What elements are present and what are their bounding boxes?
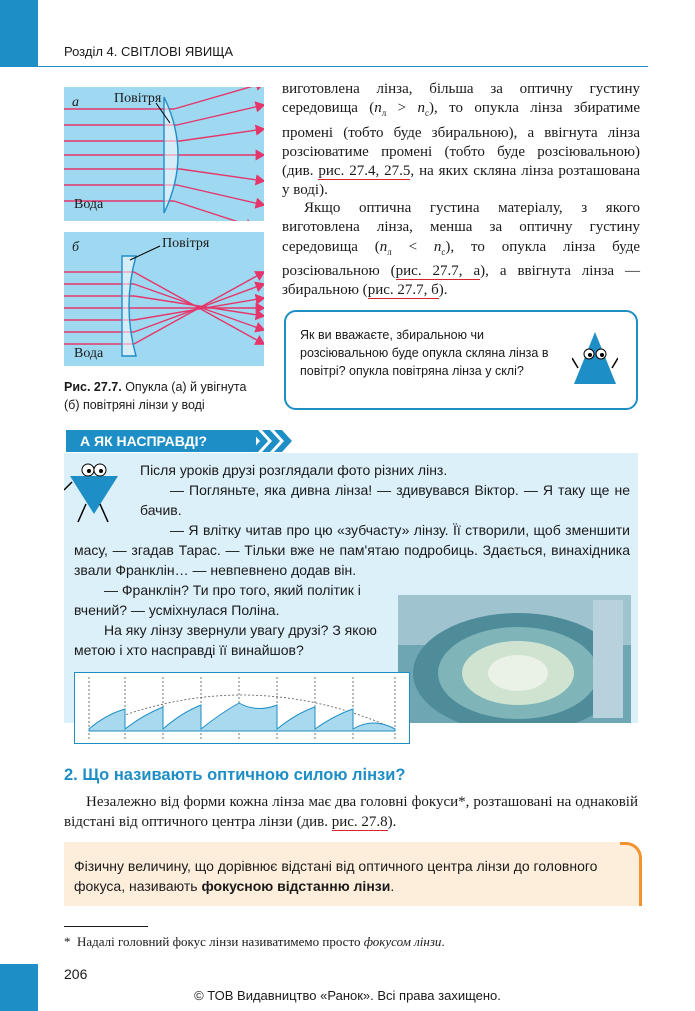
copyright-notice: © ТОВ Видавництво «Ранок». Всі права захищено. (194, 988, 501, 1003)
story-line-5: На яку лінзу звернули увагу друзі? З якою метою і хто насправді її винайшов? (74, 622, 377, 658)
fresnel-lens-diagram (74, 672, 410, 744)
figure-letter-b: б (72, 240, 80, 255)
water-label-b: Вода (74, 346, 104, 361)
header-divider (38, 66, 648, 67)
definition-text: Фізичну величину, що дорівнює відстані від оптичного центра лінзи до головного фокуса, називають фокусною відстанню лінзи. (74, 858, 598, 894)
air-label-a: Повітря (114, 91, 162, 106)
footnote: * Надалі головний фокус лінзи називатимемо просто фокусом лінзи. (64, 934, 445, 949)
chapter-header: Розділ 4. СВІТЛОВІ ЯВИЩА (64, 44, 234, 59)
story-line-4: — Франклін? Ти про того, який політик і вчений? — усміхнулася Поліна. (74, 582, 361, 618)
page-number: 206 (64, 966, 88, 982)
question-text: Як ви вважаєте, збиральною чи розсіювальною буде опукла скляна лінза в повітрі? опукла повітряна лінза у склі? (300, 328, 549, 378)
figure-reference[interactable]: рис. 27.7, б (367, 282, 439, 299)
footnote-divider (64, 926, 148, 927)
caption-number: Рис. 27.7. (64, 380, 122, 394)
paragraph-3: Незалежно від форми кожна лінза має два головні фокуси*, розташовані на однаковій відстані від оптичного центра лінзи (див. рис. 27.8). (64, 794, 638, 830)
running-triangle-mascot-icon (64, 460, 122, 526)
question-box (284, 310, 638, 410)
paragraph-2: Якщо оптична густина матеріалу, з якого виготовлена лінза, менша за оптичну густину середовища $(n_л < n_с)$, то опукла лінза буде розсіювальною (рис. 27.7, а), а ввігнута лінза — збиральною (рис. 27.7, б). (282, 200, 641, 299)
section-tab: А ЯК НАСПРАВДІ? (66, 430, 256, 452)
paragraph-1: виготовлена лінза, більша за оптичну густину середовища $(n_л > n_с)$, то опукла лінза збиратиме промені (тобто буде збиральною), а ввігнута лінза розсіюватиме промені (тобто буде розсіювальною) (див. рис. 27.4, 27.5, на яких скляна лінза розташована у воді). (282, 81, 640, 199)
air-label-b: Повітря (162, 236, 210, 251)
caption-text: Опукла (а) й увігнута (б) повітряні лінзи у воді (64, 380, 247, 412)
triangle-mascot-icon (572, 328, 618, 390)
figure-27-7-a (64, 87, 264, 221)
definition-term: фокусною відстанню лінзи (201, 878, 391, 894)
lighthouse-lens-photo (398, 595, 631, 723)
figure-reference[interactable]: рис. 27.7, а (395, 262, 481, 279)
figure-reference[interactable]: рис. 27.4, 27.5 (318, 163, 411, 180)
figure-reference[interactable]: рис. 27.8 (331, 814, 388, 830)
section-heading: 2. Що називають оптичною силою лінзи? (64, 766, 406, 784)
figure-letter-a: а (72, 95, 79, 110)
side-color-bar-top (0, 0, 38, 67)
story-line-2: — Погляньте, яка дивна лінза! — здивувався Віктор. — Я таку ще не бачив. (140, 482, 630, 518)
chevron-arrows-icon (250, 430, 302, 452)
story-line-3: — Я влітку читав про цю «зубчасту» лінзу. Її створили, щоб зменшити масу, — згадав Тарас. — Тільки вже не пам'ятаю подробиць. Здається, винахідника звали Франклін… — невпевнено додав він. (74, 522, 630, 578)
story-line-1: Після уроків друзі розглядали фото різних лінз. (140, 462, 448, 478)
figure-27-7-b (64, 232, 264, 366)
water-label-a: Вода (74, 197, 104, 212)
figure-caption (64, 378, 264, 414)
